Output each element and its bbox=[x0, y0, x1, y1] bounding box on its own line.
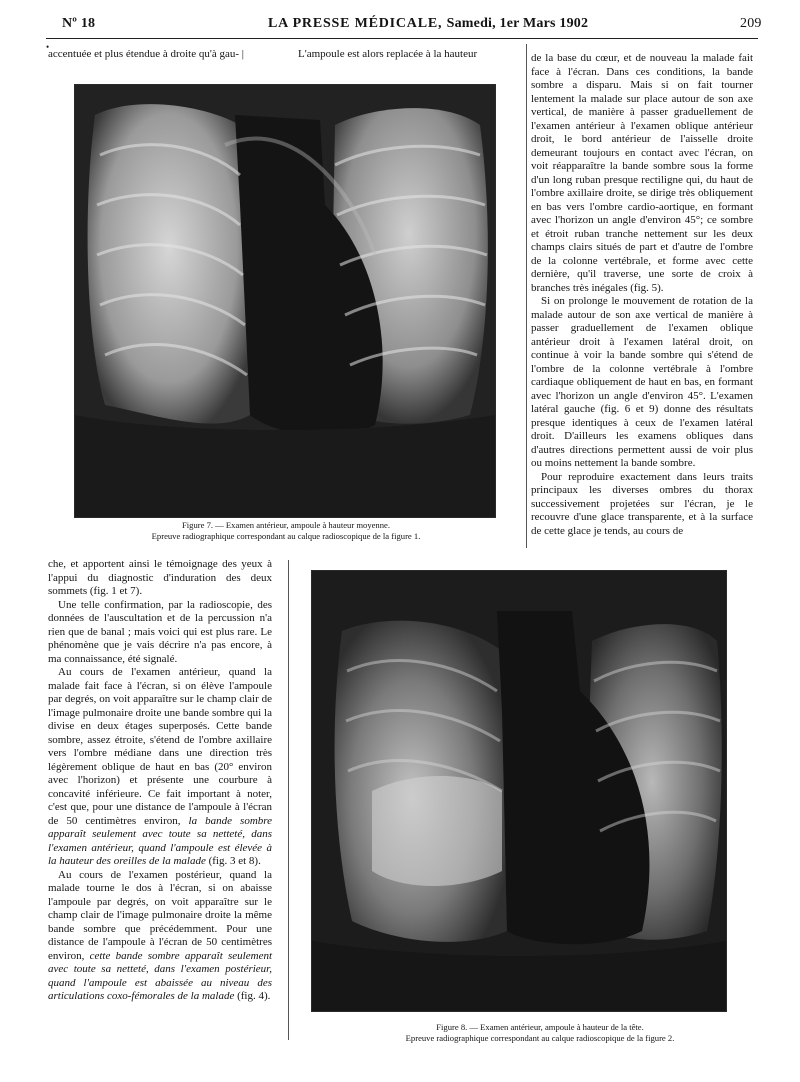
paragraph: che, et apportent ainsi le témoignage des yeux à l'appui du diagnostic d'induration des deux sommets (fig. 1 et 7). bbox=[48, 558, 272, 597]
figure-7-caption-title: Figure 7. — Examen antérieur, ampoule à hauteur moyenne. bbox=[182, 520, 390, 530]
paragraph: Une telle confirmation, par la radioscopie, des données de l'auscultation et de la percussion n'a rien que de banal ; mais voici qui est plus rare. Le phénomène que je vais décrire n'a pas encore, à ma connaissance, été signalé. bbox=[48, 598, 272, 665]
journal-name: LA PRESSE MÉDICALE, bbox=[268, 16, 443, 31]
text-run: Au cours de l'examen antérieur, quand la malade fait face à l'écran, si on élève l'ampoule par degrés, on voit apparaître sur le champ clair de l'image pulmonaire droite une bande sombre qui la divise en deux étages superposés. Cette bande sombre, assez étroite, s'étend de l'ombre axillaire vers l'ombre médiane dans une direction très légèrement oblique de haut en bas (20° environ avec l'horizon) et présente une courbure à concavité inférieure. Ce fait important à noter, c'est que, pour une distance de l'ampoule à l'écran de 50 centimètres environ, bbox=[48, 666, 272, 827]
text-run: (fig. 3 et 8). bbox=[208, 855, 261, 867]
paragraph: de la base du cœur, et de nouveau la malade fait face à l'écran. Dans ces conditions, la bande sombre a disparu. Mais si on fait tourner lentement la malade sur place autour de son axe vertical, de manière à passer graduellement de l'examen antérieur à l'examen oblique antérieur droit, le bord antérieur de l'aisselle droite demeurant toujours en contact avec l'écran, on voit réapparaître la bande sombre sous la forme d'un long ruban presque rectiligne qui, du haut de l'ombre axillaire droite, se dirige très obliquement en bas vers l'ombre cardio-aortique, en formant avec l'horizon un angle d'environ 45°; ce sombre et étroit ruban tranche nettement sur les deux champs clairs situés de part et d'autre de l'ombre de la colonne vertébrale, et forme avec cette dernière, qu'il traverse, une sorte de croix à branches très inégales (fig. 5). bbox=[531, 52, 753, 294]
paragraph bbox=[48, 869, 272, 1004]
left-column-text bbox=[48, 558, 272, 1004]
figure-8-radiograph bbox=[311, 570, 727, 1012]
column-rule-top bbox=[526, 44, 527, 548]
figure-7-caption bbox=[80, 520, 492, 542]
bullet-mark: • bbox=[46, 42, 50, 52]
figure-8-caption-title: Figure 8. — Examen antérieur, ampoule à hauteur de la tête. bbox=[436, 1022, 644, 1032]
figure-8-caption bbox=[330, 1022, 750, 1044]
issue-number: Nº 18 bbox=[62, 16, 96, 31]
header-rule bbox=[46, 38, 758, 39]
top-line-right: L'ampoule est alors replacée à la hauteur bbox=[298, 48, 478, 60]
paragraph: Pour reproduire exactement dans leurs traits principaux les diverses ombres du thorax successivement projetées sur l'écran, je le recouvre d'une glace transparente, et à la surface de cette glace je tends, au cours de bbox=[531, 470, 753, 537]
column-rule-bottom bbox=[288, 560, 289, 1040]
text-run: Au cours de l'examen postérieur, quand la malade tourne le dos à l'écran, si on abaisse l'ampoule par degrés, on voit apparaître sur le champ clair de l'image pulmonaire droite la même bande sombre que précédemment. Pour une distance de l'ampoule à l'écran de 50 centimètres environ, bbox=[48, 868, 272, 962]
page-number: 209 bbox=[740, 16, 762, 31]
figure-7-radiograph bbox=[74, 84, 496, 518]
issue-date: Samedi, 1er Mars 1902 bbox=[446, 16, 589, 31]
paragraph: Si on prolonge le mouvement de rotation de la malade autour de son axe vertical de manière à passer graduellement de l'examen oblique antérieur droit à l'examen latéral droit, on continue à voir la bande sombre qui s'étend de l'ombre de la colonne vertébrale à l'ombre cardiaque obliquement de haut en bas, en formant avec l'horizon un angle d'environ 45°. L'examen latéral gauche (fig. 6 et 9) donne des résultats presque identiques à ceux de l'examen latéral droit. D'ailleurs les examens obliques dans d'autres directions permettent aussi de voir plus ou moins nettement la bande sombre. bbox=[531, 295, 753, 469]
italic-text: cette bande sombre apparaît seulement avec toute sa netteté, dans l'examen postérieur, quand l'ampoule est abaissée au niveau des articulations coxo-fémorales de la malade bbox=[48, 949, 273, 1002]
text-run: (fig. 4). bbox=[237, 990, 271, 1002]
journal-title bbox=[268, 16, 588, 38]
figure-7-caption-subtitle: Epreuve radiographique correspondant au calque radioscopique de la figure 1. bbox=[151, 531, 421, 541]
top-line-left: accentuée et plus étendue à droite qu'à gau- | bbox=[48, 48, 244, 60]
figure-8-caption-subtitle: Epreuve radiographique correspondant au calque radioscopique de la figure 2. bbox=[405, 1033, 675, 1043]
italic-text: la bande sombre apparaît seulement avec toute sa netteté, dans l'examen antérieur, quand l'ampoule est élevée à la hauteur des oreilles de la malade bbox=[48, 814, 273, 867]
right-column-text bbox=[531, 52, 753, 538]
paragraph bbox=[48, 666, 272, 869]
